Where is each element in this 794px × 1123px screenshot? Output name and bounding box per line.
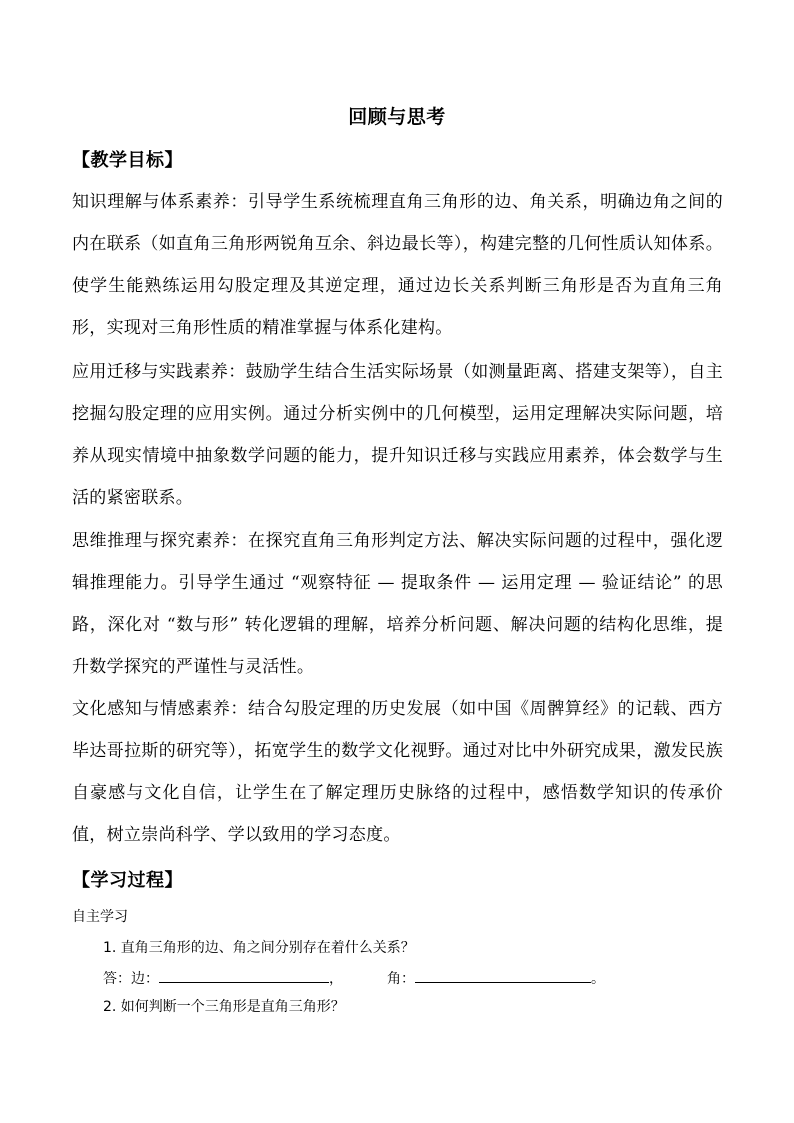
question-2: 2. 如何判断一个三角形是直角三角形？ (103, 999, 345, 1015)
angle-label: 角： (387, 971, 415, 987)
goal-paragraph-reasoning: 思维推理与探究素养：在探究直角三角形判定方法、解决实际问题的过程中，强化逻辑推理能力。引导学生通过 “观察特征 — 提取条件 — 运用定理 — 验证结论” 的思路，深化对 “数与形” 转化逻辑的理解，培养分析问题、解决问题的结构化思维，提升数学探究的严谨性与灵活性。 (72, 531, 723, 677)
goal-paragraph-knowledge: 知识理解与体系素养：引导学生系统梳理直角三角形的边、角关系，明确边角之间的内在联系（如直角三角形两锐角互余、斜边最长等），构建完整的几何性质认知体系。使学生能熟练运用勾股定理及其逆定理，通过边长关系判断三角形是否为直角三角形，实现对三角形性质的精准掌握与体系化建构。 (72, 192, 723, 338)
answer-separator: ， (329, 971, 343, 987)
self-study-label: 自主学习 (72, 909, 128, 925)
edge-answer-blank[interactable] (159, 964, 329, 983)
answer-suffix: 。 (591, 971, 605, 987)
angle-answer-blank[interactable] (415, 964, 591, 983)
teaching-goals-heading: 【教学目标】 (72, 150, 183, 171)
answer-prefix: 答：边： (103, 971, 159, 987)
question-1: 1. 直角三角形的边、角之间分别存在着什么关系？ (103, 940, 415, 956)
document-title: 回顾与思考 (348, 106, 446, 128)
answer-row (103, 964, 703, 990)
goal-paragraph-application: 应用迁移与实践素养：鼓励学生结合生活实际场景（如测量距离、搭建支架等），自主挖掘勾股定理的应用实例。通过分析实例中的几何模型，运用定理解决实际问题，培养从现实情境中抽象数学问题的能力，提升知识迁移与实践应用素养，体会数学与生活的紧密联系。 (72, 362, 723, 508)
goal-paragraph-culture: 文化感知与情感素养：结合勾股定理的历史发展（如中国《周髀算经》的记载、西方毕达哥拉斯的研究等），拓宽学生的数学文化视野。通过对比中外研究成果，激发民族自豪感与文化自信，让学生在了解定理历史脉络的过程中，感悟数学知识的传承价值，树立崇尚科学、学以致用的学习态度。 (72, 699, 723, 845)
learning-process-heading: 【学习过程】 (72, 870, 183, 891)
